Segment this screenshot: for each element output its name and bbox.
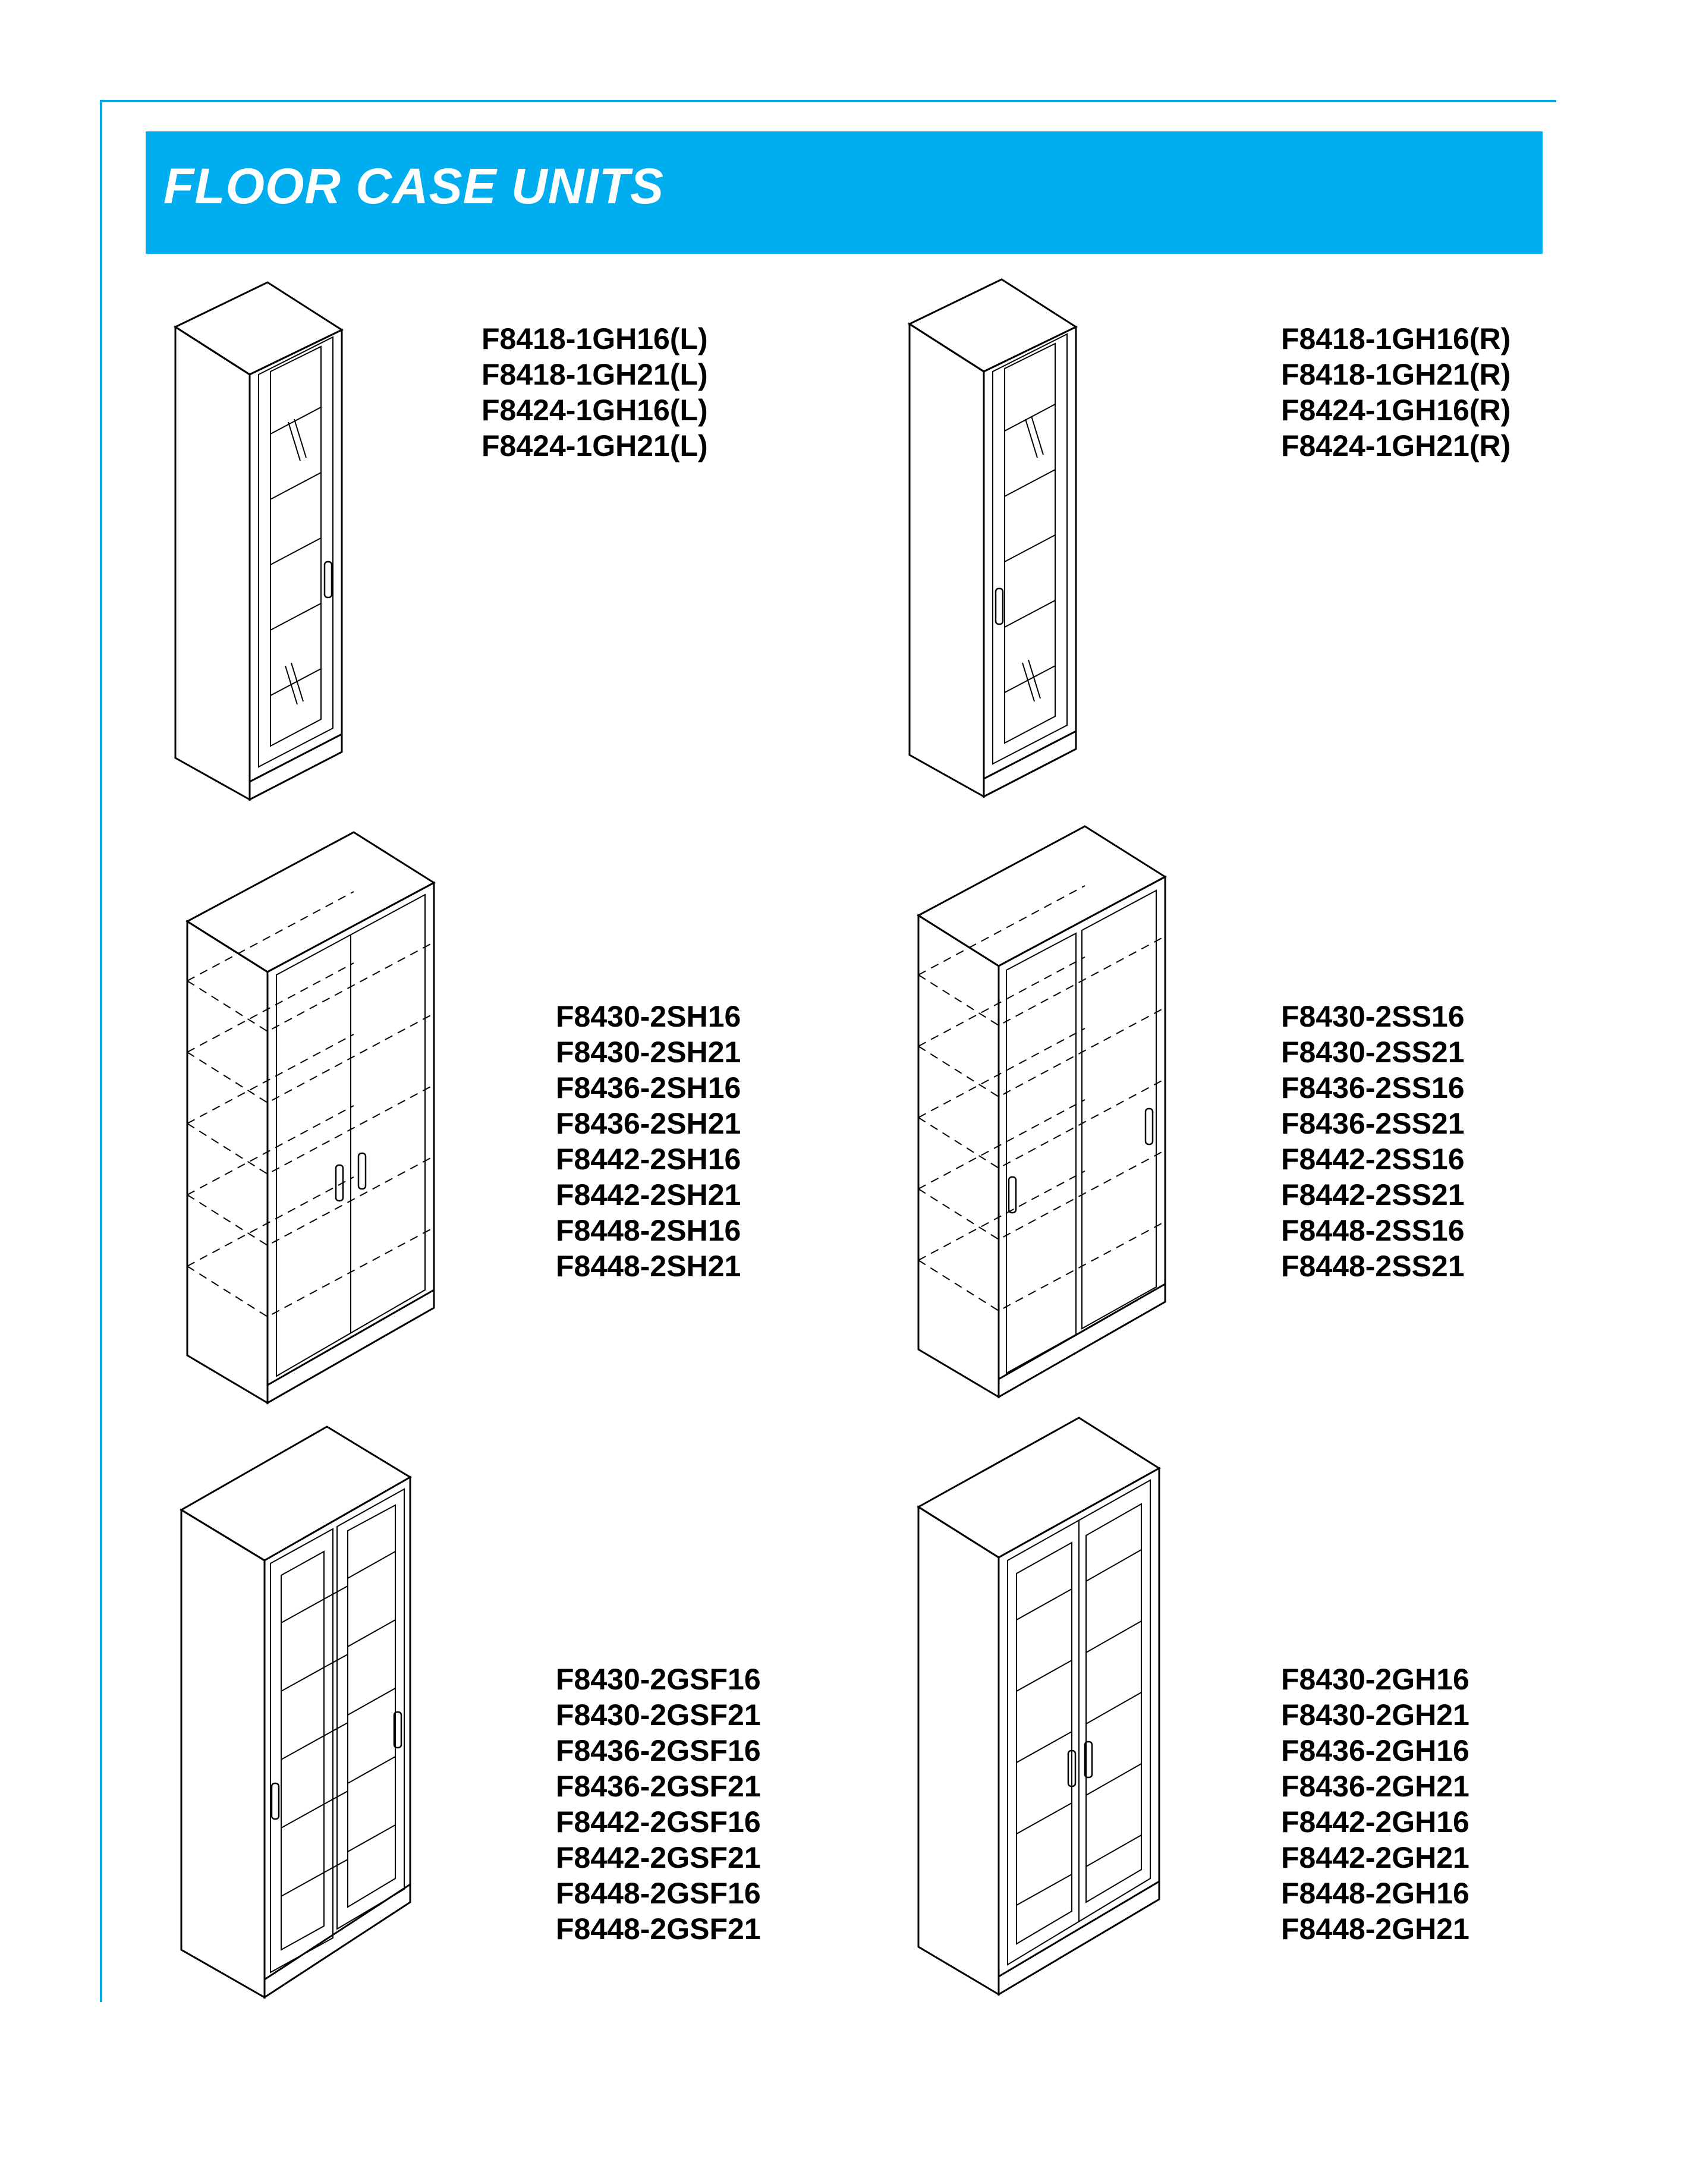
model-code: F8436-2SH21	[556, 1107, 741, 1140]
model-code-list-double-solid-sliding	[1281, 999, 1465, 1284]
model-code: F8424-1GH21(L)	[482, 429, 708, 462]
cabinet-illustration-single-right	[907, 279, 1085, 803]
model-code: F8424-1GH16(L)	[482, 394, 708, 427]
header-banner	[146, 131, 1543, 254]
model-code: F8436-2SS16	[1281, 1071, 1465, 1104]
model-code: F8442-2GSF16	[556, 1805, 761, 1839]
model-code: F8430-2GH21	[1281, 1698, 1469, 1732]
model-code: F8418-1GH16(L)	[482, 322, 708, 355]
model-code: F8436-2GSF21	[556, 1770, 761, 1803]
model-code: F8418-1GH16(R)	[1281, 322, 1511, 355]
model-code: F8430-2GSF16	[556, 1663, 761, 1696]
model-code-list-double-solid-hinged	[556, 999, 741, 1284]
model-code: F8436-2GH16	[1281, 1734, 1469, 1767]
model-code: F8448-2SH16	[556, 1214, 741, 1247]
cabinet-illustration-double-solid-hinged	[181, 832, 443, 1409]
model-code: F8424-1GH21(R)	[1281, 429, 1511, 462]
model-code: F8448-2GSF21	[556, 1912, 761, 1946]
model-code: F8430-2SH21	[556, 1036, 741, 1069]
model-code: F8448-2GH16	[1281, 1877, 1469, 1910]
page-title: FLOOR CASE UNITS	[163, 158, 665, 214]
model-code: F8448-2GSF16	[556, 1877, 761, 1910]
model-code: F8448-2SS21	[1281, 1250, 1465, 1283]
model-code: F8448-2SS16	[1281, 1214, 1465, 1247]
model-code: F8418-1GH21(L)	[482, 358, 708, 391]
model-code: F8430-2SS21	[1281, 1036, 1465, 1069]
model-code: F8448-2GH21	[1281, 1912, 1469, 1946]
model-code-list-single-right	[1281, 321, 1511, 464]
model-code-list-single-left	[482, 321, 708, 464]
model-code-list-double-glass-sliding	[556, 1661, 761, 1947]
model-code: F8448-2SH21	[556, 1250, 741, 1283]
model-code-list-double-glass-hinged	[1281, 1661, 1469, 1947]
model-code: F8430-2SS16	[1281, 1000, 1465, 1033]
model-code: F8430-2SH16	[556, 1000, 741, 1033]
model-code: F8430-2GH16	[1281, 1663, 1469, 1696]
left-rule	[100, 100, 102, 2002]
cabinet-illustration-double-glass-hinged	[912, 1418, 1168, 2000]
model-code: F8442-2GH16	[1281, 1805, 1469, 1839]
cabinet-illustration-double-glass-sliding	[175, 1427, 419, 2003]
model-code: F8436-2GH21	[1281, 1770, 1469, 1803]
model-code: F8442-2GH21	[1281, 1841, 1469, 1874]
model-code: F8436-2GSF16	[556, 1734, 761, 1767]
model-code: F8442-2SS21	[1281, 1178, 1465, 1211]
model-code: F8418-1GH21(R)	[1281, 358, 1511, 391]
cabinet-illustration-single-left	[172, 282, 351, 805]
model-code: F8436-2SS21	[1281, 1107, 1465, 1140]
model-code: F8442-2SH16	[556, 1143, 741, 1176]
model-code: F8442-2SS16	[1281, 1143, 1465, 1176]
model-code: F8442-2SH21	[556, 1178, 741, 1211]
model-code: F8442-2GSF21	[556, 1841, 761, 1874]
model-code: F8430-2GSF21	[556, 1698, 761, 1732]
top-rule	[100, 100, 1556, 102]
cabinet-illustration-double-solid-sliding	[912, 826, 1174, 1403]
model-code: F8436-2SH16	[556, 1071, 741, 1104]
model-code: F8424-1GH16(R)	[1281, 394, 1511, 427]
